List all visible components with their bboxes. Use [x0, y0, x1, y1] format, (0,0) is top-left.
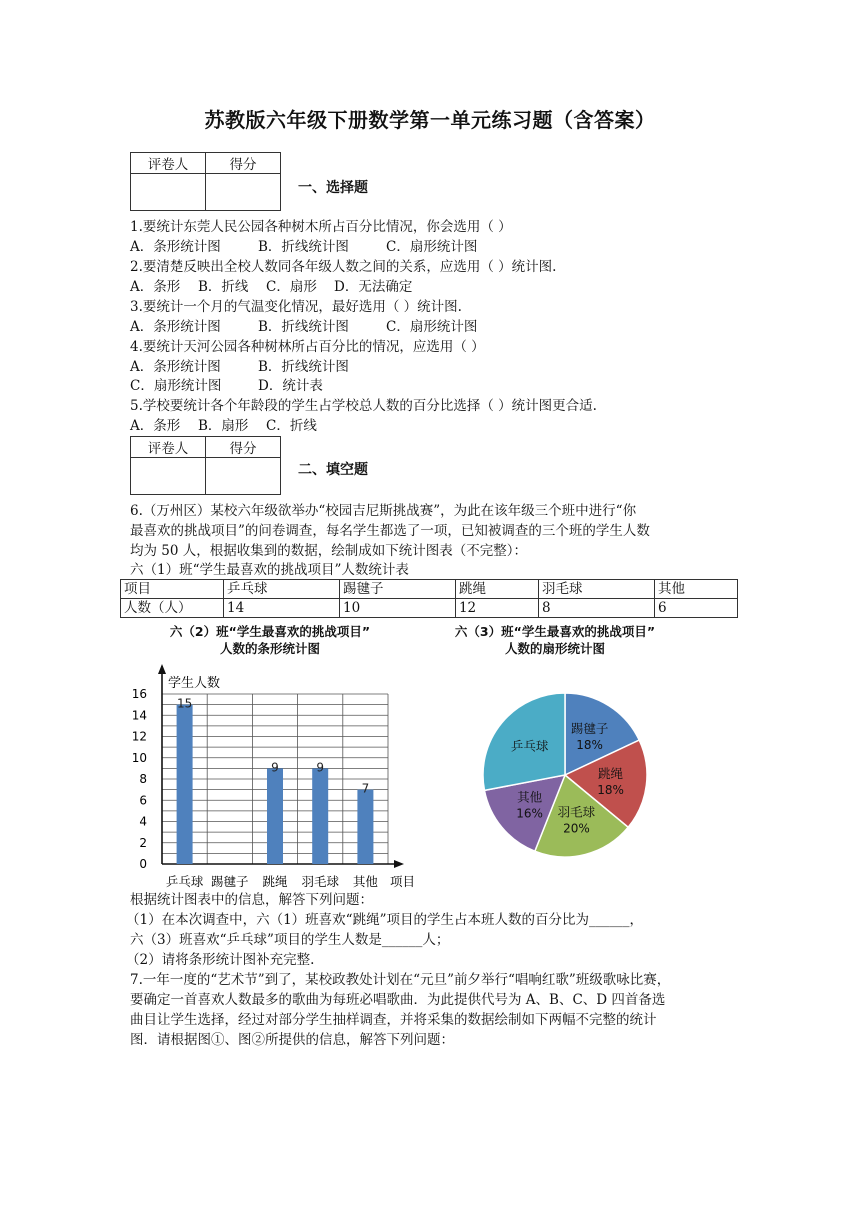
y-axis-label: 学生人数 — [168, 676, 221, 691]
option: B．折线统计图 — [258, 239, 349, 255]
question-4-options-a — [130, 357, 349, 377]
question-2: 2.要清楚反映出全校人数同各年级人数之间的关系，应选用（ ）统计图. — [130, 259, 557, 275]
table-cell: 14 — [224, 599, 340, 618]
question-2-options — [130, 277, 412, 297]
option: A．条形统计图 — [130, 319, 221, 335]
question-6-sub-1a: （1）在本次调查中，六（1）班喜欢“跳绳”项目的学生占本班人数的百分比为______， — [126, 912, 643, 928]
score-box-score-cell[interactable] — [206, 174, 281, 211]
table-cell: 12 — [455, 599, 538, 618]
score-box-1 — [130, 152, 281, 211]
bar-data-label: 15 — [176, 696, 193, 711]
question-1: 1.要统计东莞人民公园各种树木所占百分比情况，你会选用（ ） — [130, 219, 512, 235]
table-cell: 踢毽子 — [339, 580, 455, 599]
score-box-score-cell[interactable] — [206, 458, 281, 495]
option: D．统计表 — [258, 378, 323, 394]
y-tick-label: 14 — [131, 708, 147, 723]
question-7-line-1: 7.一年一度的“艺术节”到了，某校政教处计划在“元旦”前夕举行“唱响红歌”班级歌咏比赛， — [130, 972, 671, 988]
pie-slice-name: 其他 — [517, 789, 543, 805]
x-tick-label: 乒乓球 — [165, 874, 204, 889]
table-cell: 项目 — [121, 580, 224, 599]
y-tick-label: 12 — [131, 729, 147, 744]
table-cell: 其他 — [654, 580, 737, 599]
option: B．折线统计图 — [258, 319, 349, 335]
option: B．扇形 — [198, 418, 249, 434]
y-tick-label: 16 — [131, 687, 147, 701]
question-6-after: 根据统计图表中的信息，解答下列问题： — [130, 892, 373, 908]
class1-stat-table — [120, 579, 738, 618]
question-7-line-3: 曲目让学生选择，经过对部分学生抽样调查，并将采集的数据绘制如下两幅不完整的统计 — [130, 1012, 657, 1028]
bar — [357, 790, 373, 864]
table-cell: 10 — [339, 599, 455, 618]
score-box-grader-cell[interactable] — [131, 174, 206, 211]
pie-chart-title-line-2: 人数的扇形统计图 — [504, 641, 605, 656]
question-7-line-4: 图．请根据图①、图②所提供的信息，解答下列问题： — [130, 1032, 454, 1048]
question-6-sub-1b: 六（3）班喜欢“乒乓球”项目的学生人数是______人； — [130, 932, 450, 948]
table-cell: 乒乓球 — [224, 580, 340, 599]
pie-slice-name: 乒乓球 — [510, 738, 549, 754]
y-tick-label: 2 — [139, 835, 147, 850]
pie-slice-percent: 20% — [563, 821, 590, 836]
x-tick-label: 跳绳 — [262, 874, 288, 889]
x-axis-label: 项目 — [390, 874, 416, 889]
option: C．扇形统计图 — [386, 239, 478, 255]
option: C．扇形统计图 — [130, 378, 222, 394]
bar — [177, 705, 193, 864]
section-heading-choice: 一、选择题 — [298, 180, 368, 196]
option: C．折线 — [266, 418, 317, 434]
score-box-grader-label: 评卷人 — [131, 437, 206, 458]
option: A．条形 — [130, 418, 181, 434]
x-tick-label: 踢毽子 — [211, 874, 249, 889]
option: B．折线 — [198, 279, 249, 295]
question-3-options — [130, 317, 477, 337]
table-row — [121, 599, 738, 618]
score-box-grader-cell[interactable] — [131, 458, 206, 495]
question-6-line-1: 6.（万州区）某校六年级欲举办“校园吉尼斯挑战赛”，为此在该年级三个班中进行“你 — [130, 503, 637, 519]
question-7-line-2: 要确定一首喜欢人数最多的歌曲为每班必唱歌曲．为此提供代号为 A、B、C、D 四首备选 — [130, 992, 666, 1008]
table-cell: 羽毛球 — [538, 580, 654, 599]
table-caption: 六（1）班“学生最喜欢的挑战项目”人数统计表 — [130, 562, 409, 578]
option: B．折线统计图 — [258, 359, 349, 375]
bar-chart-title — [140, 623, 400, 657]
question-3: 3.要统计一个月的气温变化情况，最好选用（ ）统计图. — [130, 299, 462, 315]
bar-chart-title-line-1: 六（2）班“学生最喜欢的挑战项目” — [169, 624, 371, 639]
pie-slice-name: 羽毛球 — [557, 804, 596, 820]
x-axis-arrow — [394, 860, 404, 868]
score-box-score-label: 得分 — [206, 153, 281, 174]
x-tick-label: 其他 — [352, 874, 378, 889]
bar-data-label: 9 — [271, 760, 279, 775]
bar — [312, 768, 328, 864]
bar-chart — [120, 660, 430, 892]
x-tick-label: 羽毛球 — [301, 874, 339, 889]
page-title: 苏教版六年级下册数学第一单元练习题（含答案） — [204, 108, 656, 132]
pie-slice-name: 跳绳 — [598, 765, 624, 781]
table-cell: 跳绳 — [455, 580, 538, 599]
table-cell: 6 — [654, 599, 737, 618]
question-4: 4.要统计天河公园各种树林所占百分比的情况，应选用（ ） — [130, 339, 485, 355]
bar-data-label: 7 — [361, 781, 370, 796]
pie-slice-name: 踢毽子 — [570, 721, 609, 737]
pie-chart-title — [430, 623, 680, 657]
section-heading-fill: 二、填空题 — [298, 462, 368, 478]
pie-slice-percent: 18% — [597, 782, 624, 797]
question-6-line-3: 均为 50 人，根据收集到的数据，绘制成如下统计图表（不完整）： — [130, 543, 528, 559]
question-1-options — [130, 237, 477, 257]
option: A．条形 — [130, 279, 181, 295]
pie-chart — [470, 680, 660, 870]
question-4-options-b — [130, 376, 323, 396]
y-tick-label: 4 — [139, 814, 147, 829]
question-6-line-2: 最喜欢的挑战项目”的问卷调查，每名学生都选了一项，已知被调查的三个班的学生人数 — [130, 523, 650, 539]
pie-chart-title-line-1: 六（3）班“学生最喜欢的挑战项目” — [454, 624, 656, 639]
option: A．条形统计图 — [130, 239, 221, 255]
option: A．条形统计图 — [130, 359, 221, 375]
y-tick-label: 0 — [139, 857, 147, 871]
y-tick-label: 6 — [139, 793, 147, 808]
score-box-score-label: 得分 — [206, 437, 281, 458]
option: D．无法确定 — [334, 279, 413, 295]
pie-slice-percent: 16% — [516, 806, 543, 821]
y-tick-label: 8 — [139, 772, 147, 786]
question-5-options — [130, 416, 317, 436]
question-5: 5.学校要统计各个年龄段的学生占学校总人数的百分比选择（ ）统计图更合适. — [130, 398, 597, 414]
option: C．扇形 — [266, 279, 317, 295]
score-box-2 — [130, 436, 281, 495]
table-header-row — [121, 580, 738, 599]
score-box-grader-label: 评卷人 — [131, 153, 206, 174]
question-6-sub-2: （2）请将条形统计图补充完整. — [126, 952, 315, 968]
table-cell: 人数（人） — [121, 599, 224, 618]
table-cell: 8 — [538, 599, 654, 618]
pie-slice-percent: 18% — [576, 738, 603, 753]
bar — [267, 768, 283, 864]
bar-data-label: 9 — [316, 760, 325, 775]
y-tick-label: 10 — [131, 750, 147, 765]
bar-chart-title-line-2: 人数的条形统计图 — [219, 641, 320, 656]
y-axis-arrow — [158, 664, 166, 674]
option: C．扇形统计图 — [386, 319, 478, 335]
